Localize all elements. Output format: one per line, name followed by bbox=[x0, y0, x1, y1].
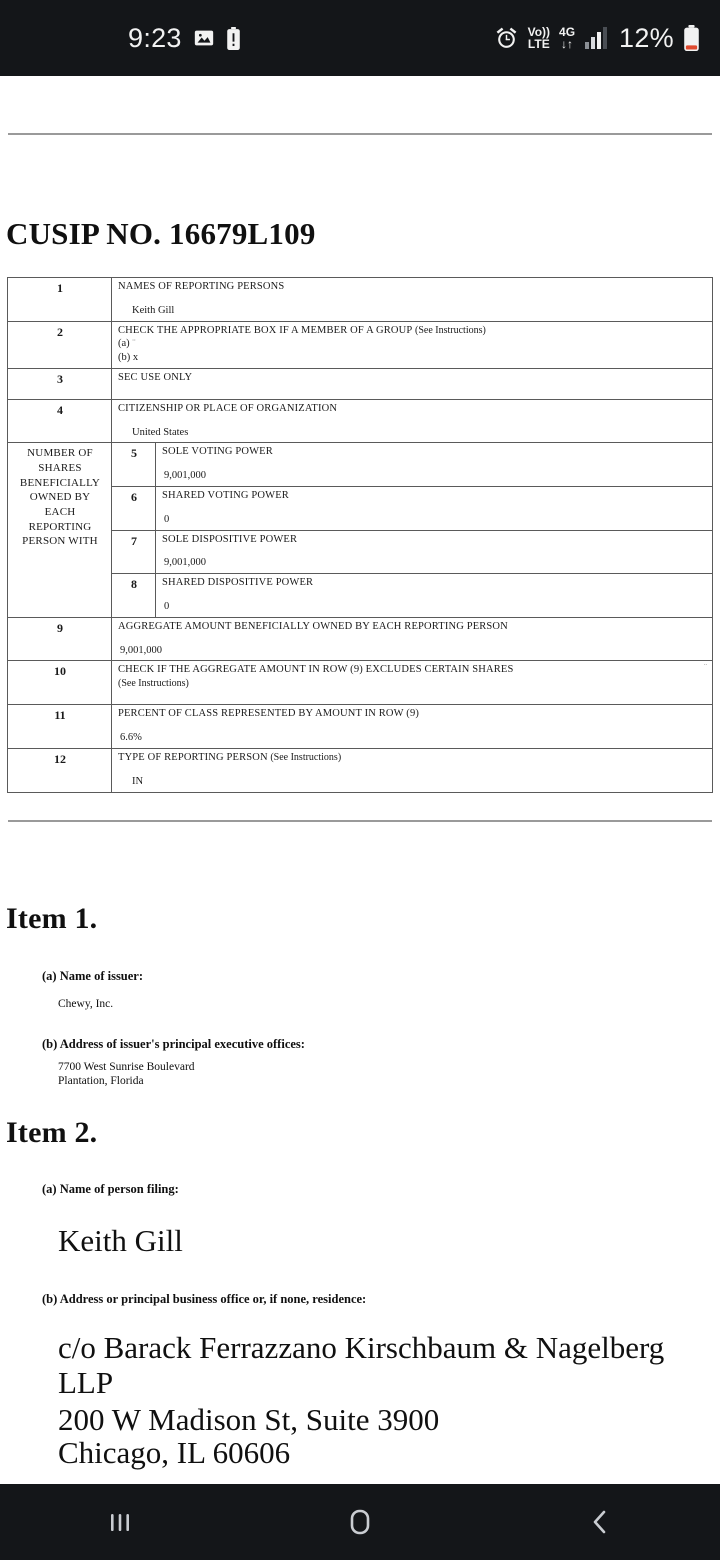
row-label: SHARED VOTING POWER bbox=[162, 489, 289, 501]
table-row bbox=[8, 399, 713, 443]
row-content bbox=[112, 321, 713, 368]
home-icon bbox=[343, 1505, 377, 1539]
row-label: TYPE OF REPORTING PERSON bbox=[118, 751, 268, 763]
checkbox-a-mark: ¨ bbox=[132, 338, 136, 350]
row-content bbox=[112, 705, 713, 749]
row-label: CITIZENSHIP OR PLACE OF ORGANIZATION bbox=[118, 402, 338, 414]
row-number: 7 bbox=[112, 530, 156, 574]
table-row bbox=[8, 368, 713, 399]
item2-a-label: (a) Name of person filing: bbox=[42, 1182, 179, 1196]
image-icon bbox=[193, 27, 215, 49]
checkbox-a[interactable] bbox=[118, 338, 707, 351]
table-row bbox=[8, 661, 713, 705]
network-4g-icon: 4G ↓↑ bbox=[559, 25, 576, 51]
row-content bbox=[156, 574, 713, 618]
battery-percent-label: 12% bbox=[619, 22, 674, 53]
table-row bbox=[8, 278, 713, 322]
volte-icon: Vo)) LTE bbox=[527, 25, 551, 51]
row-value: United States bbox=[132, 426, 189, 438]
exclusion-checkbox-mark[interactable]: ¨ bbox=[704, 662, 707, 673]
row-value: 6.6% bbox=[120, 732, 142, 744]
recents-icon bbox=[104, 1506, 136, 1538]
item1-a-value: Chewy, Inc. bbox=[58, 998, 114, 1010]
item2-b-value-line2: 200 W Madison St, Suite 3900 bbox=[58, 1402, 440, 1437]
row-number: 12 bbox=[8, 748, 112, 792]
table-row bbox=[8, 705, 713, 749]
item2-a-value: Keith Gill bbox=[58, 1223, 183, 1258]
row-content bbox=[112, 617, 713, 661]
row-note: (See Instructions) bbox=[270, 751, 342, 763]
row-content bbox=[156, 443, 713, 487]
row-value: 0 bbox=[164, 513, 170, 525]
row-number: 2 bbox=[8, 321, 112, 368]
checkbox-b-label: (b) bbox=[118, 352, 131, 364]
row-note: (See Instructions) bbox=[415, 324, 486, 336]
row-content bbox=[156, 486, 713, 530]
row-number: 8 bbox=[112, 574, 156, 618]
row-content bbox=[112, 399, 713, 443]
signal-bars-icon bbox=[584, 27, 608, 49]
table-row bbox=[8, 443, 713, 487]
back-chevron-icon bbox=[584, 1506, 616, 1538]
row-content bbox=[112, 278, 713, 322]
row-label: SOLE DISPOSITIVE POWER bbox=[162, 533, 298, 545]
table-row bbox=[8, 748, 713, 792]
status-bar bbox=[0, 0, 720, 76]
schedule-cover-table bbox=[7, 277, 713, 793]
row-label: SHARED DISPOSITIVE POWER bbox=[162, 577, 314, 589]
row-label: SEC USE ONLY bbox=[118, 371, 193, 383]
item2-b-label: (b) Address or principal business office or, if none, residence: bbox=[42, 1292, 367, 1306]
row-number: 1 bbox=[8, 278, 112, 322]
row-value: IN bbox=[132, 775, 144, 787]
row-value: 9,001,000 bbox=[120, 644, 162, 656]
row-number: 3 bbox=[8, 368, 112, 399]
item2-b-value-line3: Chicago, IL 60606 bbox=[58, 1435, 291, 1470]
row-label: PERCENT OF CLASS REPRESENTED BY AMOUNT IN ROW (9) bbox=[118, 708, 419, 720]
row-content bbox=[112, 368, 713, 399]
row-value: Keith Gill bbox=[132, 304, 175, 316]
battery-low-icon bbox=[683, 25, 700, 51]
middle-divider bbox=[8, 820, 712, 822]
row-content bbox=[112, 748, 713, 792]
row-content bbox=[156, 530, 713, 574]
row-number: 9 bbox=[8, 617, 112, 661]
beneficial-ownership-label: NUMBER OF SHARES BENEFICIALLY OWNED BY EACH REPORTING PERSON WITH bbox=[8, 443, 112, 617]
table-row bbox=[8, 321, 713, 368]
row-number: 11 bbox=[8, 705, 112, 749]
top-divider bbox=[8, 133, 712, 135]
document-body bbox=[0, 76, 720, 1484]
status-bar-left bbox=[128, 23, 241, 54]
checkbox-b-mark: x bbox=[132, 352, 139, 364]
alarm-clock-icon bbox=[494, 26, 519, 51]
item1-a-label: (a) Name of issuer: bbox=[42, 969, 144, 983]
row-value: 9,001,000 bbox=[164, 557, 206, 569]
row-number: 6 bbox=[112, 486, 156, 530]
checkbox-b[interactable] bbox=[118, 352, 707, 365]
battery-alert-icon bbox=[226, 27, 241, 50]
status-clock: 9:23 bbox=[128, 22, 182, 53]
item1-b-value-line1: 7700 West Sunrise Boulevard bbox=[58, 1061, 195, 1073]
item1-heading: Item 1. bbox=[6, 902, 98, 935]
row-number: 5 bbox=[112, 443, 156, 487]
home-button[interactable] bbox=[300, 1484, 420, 1560]
row-value: 0 bbox=[164, 600, 170, 612]
android-nav-bar bbox=[0, 1484, 720, 1560]
row-note: (See Instructions) bbox=[118, 678, 189, 690]
item2-heading: Item 2. bbox=[6, 1116, 98, 1149]
cusip-heading: CUSIP NO. 16679L109 bbox=[6, 216, 316, 251]
table-row bbox=[8, 530, 713, 574]
item1-b-value-line2: Plantation, Florida bbox=[58, 1075, 144, 1087]
recents-button[interactable] bbox=[60, 1484, 180, 1560]
row-value: 9,001,000 bbox=[164, 470, 206, 482]
table-row bbox=[8, 617, 713, 661]
row-label: AGGREGATE AMOUNT BENEFICIALLY OWNED BY EACH REPORTING PERSON bbox=[118, 620, 508, 632]
checkbox-a-label: (a) bbox=[118, 338, 130, 350]
item2-b-value-line1: c/o Barack Ferrazzano Kirschbaum & Nagelberg LLP bbox=[58, 1330, 665, 1401]
row-label: CHECK THE APPROPRIATE BOX IF A MEMBER OF A GROUP bbox=[118, 324, 413, 336]
table-row bbox=[8, 486, 713, 530]
row-content bbox=[112, 661, 713, 705]
row-number: 10 bbox=[8, 661, 112, 705]
status-bar-right bbox=[494, 23, 700, 54]
back-button[interactable] bbox=[540, 1484, 660, 1560]
item1-b-label: (b) Address of issuer's principal executive offices: bbox=[42, 1037, 305, 1051]
row-label: NAMES OF REPORTING PERSONS bbox=[118, 281, 285, 292]
row-label: CHECK IF THE AGGREGATE AMOUNT IN ROW (9) EXCLUDES CERTAIN SHARES bbox=[118, 664, 514, 676]
table-row bbox=[8, 574, 713, 618]
row-number: 4 bbox=[8, 399, 112, 443]
row-label: SOLE VOTING POWER bbox=[162, 446, 273, 458]
